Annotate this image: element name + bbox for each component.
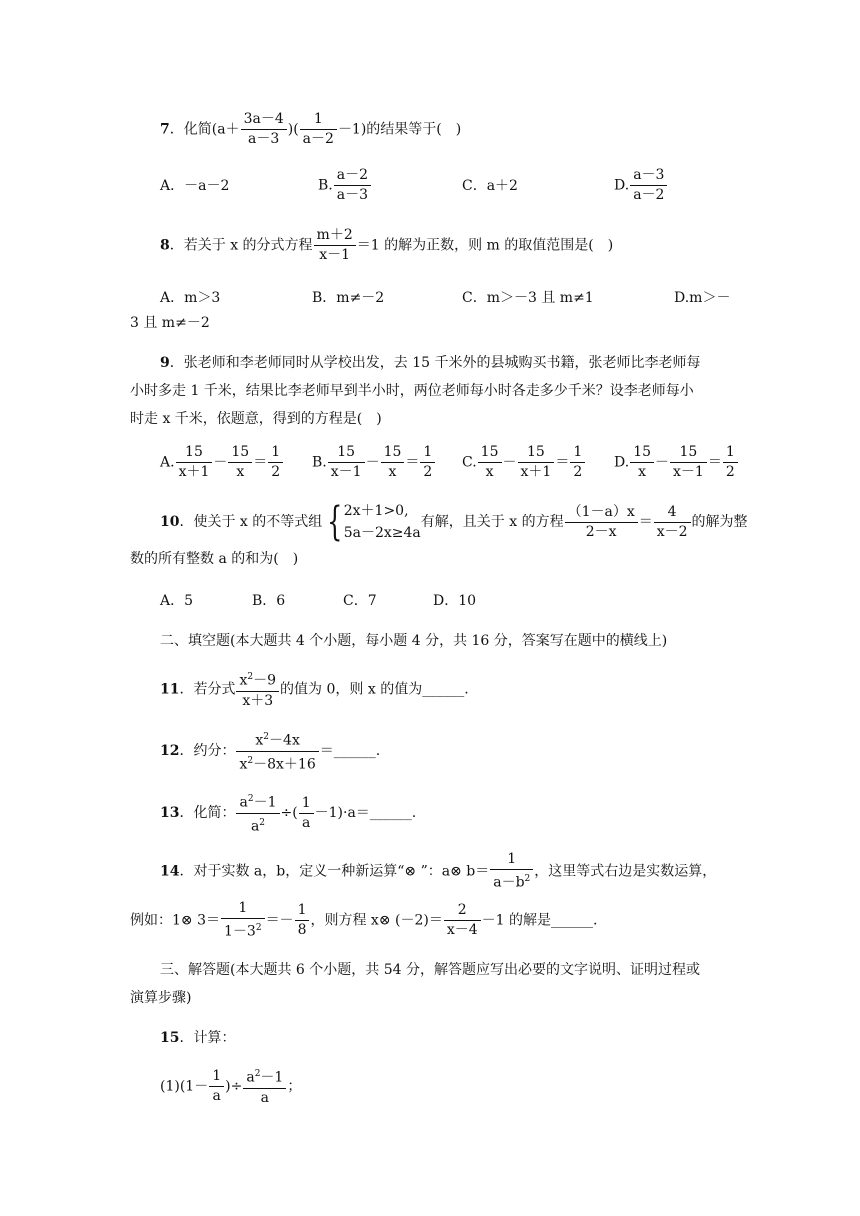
section-heading-solutions: 三、解答题(本大题共 6 个小题，共 54 分，解答题应写出必要的文字说明、证明过程或 bbox=[160, 962, 700, 978]
question-9-line-2: 小时多走 1 千米，结果比李老师早到半小时，两位老师每小时各走多少千米？设李老师每小 bbox=[130, 383, 694, 399]
question-12: 12．约分： $\frac{x^2-4x}{x^2-8x+16}$ ＝______. bbox=[160, 728, 380, 774]
question-number: 14 bbox=[160, 863, 180, 880]
option-a: A．－a－2 bbox=[160, 178, 230, 194]
fraction: $\frac{(1-a)x}{2-x}$ bbox=[565, 503, 638, 542]
option-c: C．m＞－3 且 m≠1 bbox=[462, 290, 594, 306]
fraction: $\frac{x^2-9}{x+3}$ bbox=[236, 668, 279, 711]
option-c: C．a＋2 bbox=[462, 178, 518, 194]
fraction: $\frac{a-3}{a-2}$ bbox=[630, 166, 667, 205]
section-heading-solutions-line-2: 演算步骤) bbox=[130, 990, 192, 1006]
option-a: A. $\frac{15}{x+1}$ － $\frac{15}{x}$ ＝ $\frac{1}{2}$ bbox=[160, 443, 284, 482]
question-number: 7 bbox=[160, 121, 170, 138]
question-number: 10 bbox=[160, 514, 180, 530]
fraction: $\frac{1}{a-2}$ bbox=[300, 110, 337, 149]
question-7: 7．化简(a＋ $\frac{3a-4}{a-3}$ )( $\frac{1}{a-2}$ －1)的结果等于( ) bbox=[160, 111, 462, 147]
fraction: $\frac{a^2-1}{a}$ bbox=[243, 1065, 286, 1108]
question-number: 9 bbox=[160, 355, 170, 371]
fraction: $\frac{a-2}{a-3}$ bbox=[334, 166, 371, 205]
option-a: A．5 bbox=[160, 593, 194, 609]
question-15-part-1: (1)(1－ $\frac{1}{a}$ )÷ $\frac{a^2-1}{a}$ ； bbox=[160, 1065, 301, 1108]
brace-glyph: { bbox=[327, 499, 343, 545]
option-b: B．6 bbox=[252, 593, 286, 609]
question-15: 15．计算： bbox=[160, 1030, 236, 1046]
option-a: A．m＞3 bbox=[160, 290, 221, 306]
fraction: $\frac{4}{x-2}$ bbox=[654, 503, 691, 542]
option-d: D. $\frac{a-3}{a-2}$ bbox=[614, 166, 668, 205]
fraction: $\frac{1}{8}$ bbox=[295, 901, 310, 940]
fraction: $\frac{1}{a-b^2}$ bbox=[490, 850, 533, 893]
question-13: 13．化简： $\frac{a^2-1}{a^2}$ ÷( $\frac{1}{a}$ －1)·a＝______. bbox=[160, 790, 416, 836]
fraction: $\frac{m+2}{x-1}$ bbox=[314, 226, 356, 265]
option-d-continued: 3 且 m≠－2 bbox=[130, 315, 210, 331]
option-d: D.m＞－ bbox=[674, 290, 731, 306]
question-number: 11 bbox=[160, 681, 180, 698]
question-9: 9．张老师和李老师同时从学校出发，去 15 千米外的县城购买书籍，张老师比李老师每 bbox=[160, 355, 701, 371]
fraction: $\frac{1}{1-3^2}$ bbox=[221, 899, 265, 942]
question-14-line-2: 例如：1⊗ 3＝ $\frac{1}{1-3^2}$ ＝－ $\frac{1}{8}$ ，则方程 x⊗ (－2)＝ $\frac{2}{x-4}$ －1 的解是______. bbox=[130, 900, 598, 940]
fraction: $\frac{2}{x-4}$ bbox=[444, 901, 481, 940]
question-14: 14．对于实数 a，b，定义一种新运算“⊗ ”：a⊗ b＝ $\frac{1}{a-b^2}$ ，这里等式右边是实数运算， bbox=[160, 851, 717, 891]
question-8: 8．若关于 x 的分式方程 $\frac{m+2}{x-1}$ ＝1 的解为正数，则 m 的取值范围是( ) bbox=[160, 227, 614, 263]
question-number: 13 bbox=[160, 805, 180, 822]
question-10-line-2: 数的所有整数 a 的和为( ) bbox=[130, 551, 299, 567]
fraction: $\frac{a^2-1}{a^2}$ bbox=[236, 790, 279, 836]
option-b: B．m≠－2 bbox=[312, 290, 385, 306]
option-d: D．10 bbox=[433, 593, 477, 609]
inequality-system: 2x＋1>0, 5a－2x≥4a bbox=[343, 503, 421, 541]
option-d: D. $\frac{15}{x}$ － $\frac{15}{x-1}$ ＝ $\frac{1}{2}$ bbox=[614, 443, 739, 482]
question-10: 10．使关于 x 的不等式组 { 2x＋1>0, 5a－2x≥4a 有解，且关于 x 的方程 $\frac{(1-a)x}{2-x}$ ＝ $\frac{4}{x-2}$ 的解为整 bbox=[160, 499, 748, 545]
fraction: $\frac{3a-4}{a-3}$ bbox=[241, 110, 287, 149]
option-c: C. $\frac{15}{x}$ － $\frac{15}{x+1}$ ＝ $\frac{1}{2}$ bbox=[462, 443, 586, 482]
section-heading-fill-in: 二、填空题(本大题共 4 个小题，每小题 4 分，共 16 分，答案写在题中的横线上) bbox=[160, 633, 668, 649]
question-number: 15 bbox=[160, 1030, 180, 1046]
question-number: 8 bbox=[160, 237, 170, 254]
question-9-line-3: 时走 x 千米，依题意，得到的方程是( ) bbox=[130, 411, 382, 427]
fraction: $\frac{1}{a}$ bbox=[299, 794, 314, 833]
option-b: B. $\frac{15}{x-1}$ － $\frac{15}{x}$ ＝ $\frac{1}{2}$ bbox=[312, 443, 436, 482]
fraction: $\frac{1}{a}$ bbox=[209, 1067, 224, 1106]
question-number: 12 bbox=[160, 743, 180, 760]
fraction: $\frac{x^2-4x}{x^2-8x+16}$ bbox=[236, 728, 318, 774]
option-c: C．7 bbox=[343, 593, 377, 609]
option-b: B. $\frac{a-2}{a-3}$ bbox=[318, 166, 372, 205]
question-11: 11．若分式 $\frac{x^2-9}{x+3}$ 的值为 0，则 x 的值为______. bbox=[160, 668, 469, 711]
